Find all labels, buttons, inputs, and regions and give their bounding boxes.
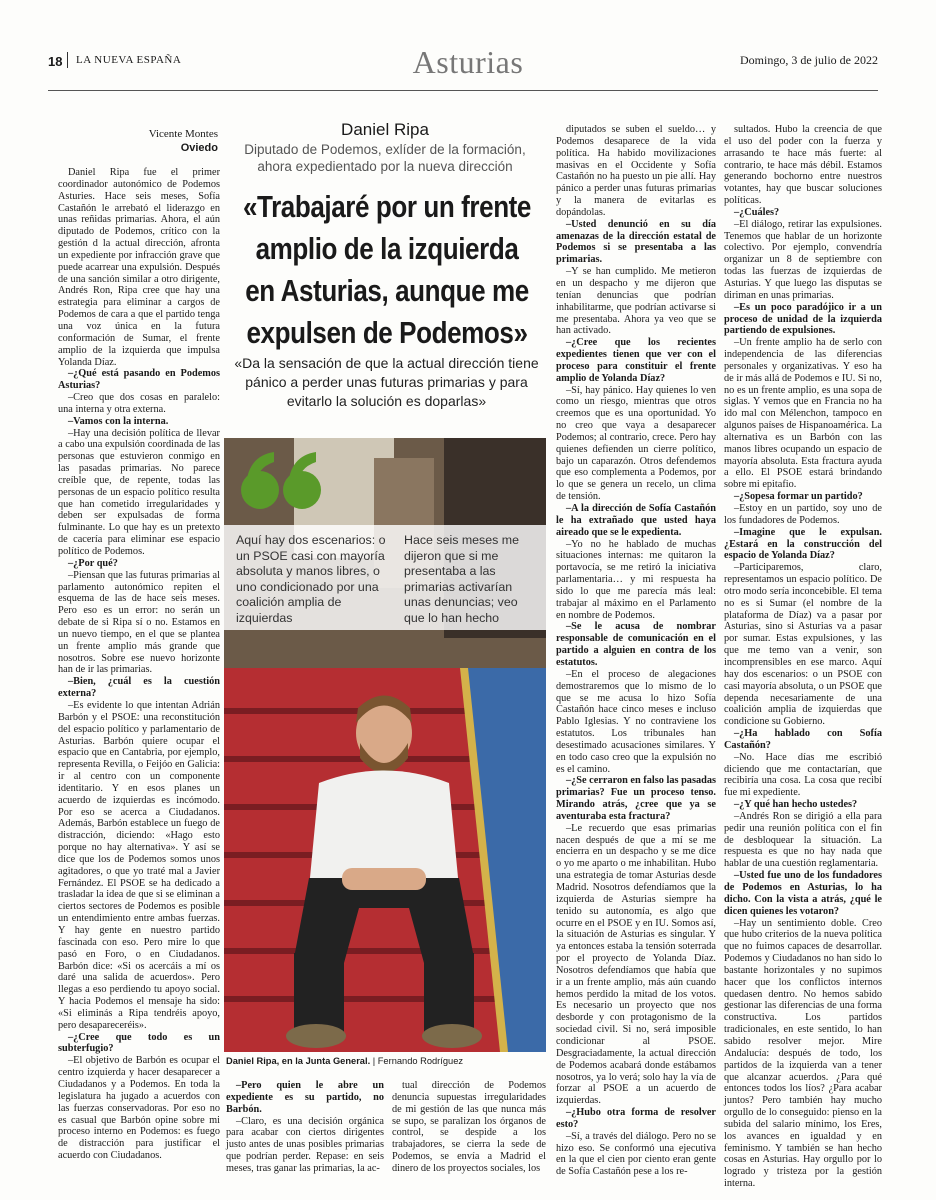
interview-question: –¿Sopesa formar un partido? [734,491,863,503]
subheadline: «Da la sensación de que la actual dirección tiene pánico a perder unas futuras primarias y para evitarlo la solución es doparlas» [234,355,539,409]
interview-question: –Vamos con la interna. [68,415,169,427]
article-paragraph: –Yo no he hablado de muchas situaciones internas: me quitaron la portavocía, se me retiró la iniciativa parlamentaria… y mi respuesta ha sido lo que me parecía más leal: trabajar al máximo en el Parlamento en nombre de Podemos. [556,538,716,621]
quotation-mark-icon [238,446,328,516]
article-paragraph: –Un frente amplio ha de serlo con independencia de las diferencias personales y organizativas. Y eso ha de ir más allá de Podemos e IU. Si no, no es un frente amplio, es una sopa de siglas. Y vemos que en Francia no ha ido mal con Mélenchon, tampoco en algunos países de Hispanoamérica. La alternativa es un Barbón con las manos libres ocupando un espacio de mayoría absoluta. Esta fractura ayuda a ello. El PSOE estará brindando sobre mi epitafio. [724,337,882,491]
pull-quote-box [224,525,546,630]
article-paragraph: –Hay una decisión política de llevar a cabo una expulsión coordinada de las personas que estuvieron conmigo en las pasadas primarias. No parece creíble que, de repente, todas las personas de un espacio político resulta que han cometido irregularidades y deben ser expulsadas de forma fulminante. Lo que hay es un pretexto de cacería para eliminar ese espacio político de Podemos. [58,427,220,557]
interview-question: –A la dirección de Sofía Castañón le ha extrañado que usted haya aireado que se le expedienta. [556,503,716,538]
article-column-3-bottom [392,1080,546,1180]
headline: «Trabajaré por un frente amplio de la izquierda en Asturias, aunque me expulsen de Podemos» [242,189,532,350]
interview-question: –Imagine que le expulsan. ¿Estará en la construcción del espacio de Yolanda Díaz? [724,526,882,562]
caption-text: Daniel Ripa, en la Junta General. [226,1056,371,1066]
article-paragraph: –Le recuerdo que esas primarias nacen después de que a mí se me encierra en un despacho y se me dice o yo me aparto o me inhabilitan. Hubo una estrategia de tomar Asturias desde Madrid. Nosotros defendíamos que la izquierda de Asturias siempre ha tenido su autonomía, es algo que ocurre en el PSOE y en IU. Somos así, la situación de Asturias es singular. Y ya entonces estaba la tensión soterrada por el proyecto de Yolanda Díaz. Nosotros defendíamos que había que ir a un frente amplio, más aún cuando hemos perdido la mitad de los votos. Es necesario un proyecto que nos desborde y con protagonismo de la sociedad civil. Si no, será imposible condicionar al PSOE. Desgraciadamente, la actual dirección de Podemos acabará donde estábamos nosotros, ya lo verá; solo hay la vía de forzar al PSOE a un acuerdo de izquierdas. [556,822,716,1107]
article-paragraph: sultados. Hubo la creencia de que el uso del poder con la fuerza y arrasando te hace más fuerte: al contrario, te hace más débil. Estamos generando bochorno entre nuestros votantes, hay que buscar soluciones políticas. [724,124,882,207]
dateline-place: Oviedo [180,142,218,154]
article-paragraph: –Sí, hay pánico. Hay quienes lo ven como un riesgo, mientras que otros creemos que es una oportunidad. Yo no creo que vaya a desaparecer Podemos; al contrario, crece. Pero hay quienes defienden un cierre político, bajo un caparazón. Otros defendemos que eso complementa a Podemos, por lo que se genera un recelo, un clima de tensión. [556,384,716,503]
author-name: Vicente Montes [148,128,218,140]
interview-question: –¿Qué está pasando en Podemos Asturias? [58,368,220,392]
article-paragraph: –Participaremos, claro, representamos un espacio político. De otro modo sería inconcebible. El tema no es si Sumar (el nombre de la plataforma de Díaz) va a pasar por Asturias, sino si Asturias va a pasar por sumar. Estas expulsiones, y las que me temo van a venir, son incomprensibles en ese marco. Aquí hay dos escenarios: o un PSOE con casi mayoría absoluta, o un PSOE que dependa necesariamente de una coalición amplia de izquierdas que condicione su Gobierno. [724,562,882,728]
article-paragraph: –Andrés Ron se dirigió a ella para pedir una reunión política con el fin de desbloquear la situación. La respuesta es que no hay nada que hablar de una cuestión reglamentaria. [724,810,882,870]
issue-date: Domingo, 3 de julio de 2022 [740,53,878,67]
interview-question: –¿Se cerraron en falso las pasadas primarias? Fue un proceso tenso. Mirando atrás, ¿cree que ya se aventuraba esta fractura? [556,775,716,822]
article-paragraph: –Y se han cumplido. Me metieron en un despacho y me dijeron que tenían denuncias que podrían inhabilitarme, que podrían activarse si me presentaba. Ahora ya veo que se han activado. [556,266,716,337]
interview-question: –Usted fue uno de los fundadores de Podemos en Asturias, lo ha dicho. Con la vista a atrás, ¿qué le dicen quienes les votaron? [724,870,882,917]
photo-credit: | Fernando Rodríguez [372,1056,464,1066]
interview-question: –¿Cree que los recientes expedientes tienen que ver con el proceso para constituir el frente amplio de Yolanda Díaz? [556,337,716,384]
page-number: 18 [48,54,63,69]
article-paragraph: –Creo que dos cosas en paralelo: una interna y otra externa. [58,392,220,415]
article-paragraph: –Estoy en un partido, soy uno de los fundadores de Podemos. [724,503,882,526]
article-paragraph: –Sí, a través del diálogo. Pero no se hizo eso. Se conformó una ejecutiva en la que el cien por ciento eran gente de Sofía Castañón pese a los re- [556,1130,716,1178]
article-paragraph: –El objetivo de Barbón es ocupar el centro izquierda y hacer desaparecer a Ciudadanos y a Podemos. En toda la legislatura ha jugado a acuerdos con las fuerzas conservadoras. Por eso no es casual que Barbón opine sobre mi proceso interno en Podemos: es fuego de distracción para justificar el acuerdo con Ciudadanos. [58,1055,220,1162]
interview-question: –¿Cree que todo es un subterfugio? [58,1031,220,1055]
article-column-5 [724,124,882,1190]
article-paragraph: –Hay un sentimiento doble. Creo que hubo criterios de la nueva política que no fuimos capaces de desarrollar. Podemos y Ciudadanos no han sido lo bastante horizontales y no supimos hacer que los conflictos internos quedasen dentro. No hemos sabido gestionar las diferencias de una forma constructiva. Los partidos tradicionales, en este sentido, lo han sabido resolver mejor. Mire Andalucía: después de todo, los partidos de la izquierda van a tener que alcanzar acuerdos. ¿Para qué entonces todos los líos? ¿Para acabar juntos? Pero también hay mucho orgullo de lo conseguido: pienso en la subida del salario mínimo, los Eres, los avances en igualdad y en feminismo. Y también se han hecho cosas en Asturias. Hay orgullo por lo logrado y tristeza por la gestión interna. [724,917,882,1190]
article-paragraph: –El diálogo, retirar las expulsiones. Tenemos que hablar de un horizonte colectivo. Por ejemplo, convendría organizar un 8 de septiembre con todas las fuerzas de izquierdas de Asturias. Y que luego las disputas se diriman en unas primarias. [724,218,882,301]
interview-question: –¿Y qué han hecho ustedes? [734,799,858,811]
subject-name: Daniel Ripa [341,120,429,139]
interview-question: –¿Ha hablado con Sofía Castañón? [724,728,882,751]
header-rule [48,90,878,91]
pull-quote-2: Hace seis meses me dijeron que si me presentaba a las primarias activarían unas denuncias; veo que lo han hecho [404,533,519,625]
newspaper-name: LA NUEVA ESPAÑA [76,54,182,66]
interview-question: –Usted denunció en su día amenazas de la dirección estatal de Podemos si se presentaba a las primarias. [556,218,716,266]
article-paragraph: –Piensan que las futuras primarias al parlamento autonómico repiten el esquema de las de hace seis meses. Pero eso es un error: no serán un debate de si Ripa sí o no. Estamos en un nuevo tiempo, en el que se plantea un frente amplio más grande que nosotros. Sobre ese nuevo horizonte han de ir las primarias. [58,569,220,676]
subject-role: Diputado de Podemos, exlíder de la formación, ahora expedientado por la nueva dirección [244,142,526,174]
article-paragraph: –Es evidente lo que intentan Adrián Barbón y el PSOE: una reconstitución del espacio político y parlamentario de Asturias. Barbón quiere ocupar el espacio que en Cantabria, por ejemplo, representa Revilla, o Feijóo en Galicia: ir al centro con un componente identitario. Y en esos planes un acuerdo de izquierdas es incómodo. Por eso se acerca a Ciudadanos. Además, Barbón establece un fuego de distracción, diciendo: «Hago esto porque no hay alternativa». Y así se dice que los de Podemos somos unos agitadores, o que yo traté mal a Javier Fernández. El PSOE se ha dedicado a trasladar la idea de que si se eliminan a ciertos sectores de Podemos es posible un entendimiento entre ambas fuerzas. Y hay gente en nuestro partido fascinada con eso. Pero mire lo que pasó en Foro, o en Ciudadanos. Barbón dice: «Si os acercáis a mí os daré una salida de acuerdos». Pero llegas a eso perdiendo tu apoyo social. Y hacia Podemos el mensaje ha sido: «Si eliminás a Ripa tendréis apoyo, pero desapareceréis». [58,699,220,1031]
article-paragraph: tual dirección de Podemos denuncia supuestas irregularidades de mi gestión de las que nunca más se supo, se paralizan los órganos de control, se despide a los trabajadores, se cierra la sede de Podemos, se envía a Madrid el dinero de los proyectos sociales, los [392,1080,546,1174]
article-paragraph: diputados se suben el sueldo… y Podemos desaparece de la vida política. Ha habido movilizaciones masivas en el Occidente y Sofía Castañón no ha puesto un pie allí. Hay pánico a perder unas futuras primarias y la manera de evitarlas es dopándolas. [556,124,716,218]
article-paragraph: –No. Hace días me escribió diciendo que me contactarían, que recibiría una cosa. La cosa que recibí fue mi expediente. [724,751,882,799]
article-paragraph: –Claro, es una decisión orgánica para acabar con ciertos dirigentes justo antes de unas posibles primarias que podrían perder. Repase: en seis meses, tras ganar las primarias, la ac- [226,1115,384,1174]
interview-question: –Pero quien le abre un expediente es su partido, no Barbón. [226,1080,384,1115]
interview-question: –¿Hubo otra forma de resolver esto? [556,1107,716,1130]
article-column-2-bottom [226,1080,384,1180]
article-paragraph: Daniel Ripa fue el primer coordinador autonómico de Podemos Asturies. Hace seis meses, Sofía Castañón le arrebató el liderazgo en unas reñidas primarias. Ahora, el aún diputado de Podemos, crítico con la gestión d la actual dirección, afronta un expediente por infracción grave que puede acarrear una expulsión. Después de una sanción similar a otro dirigente, Andrés Ron, Ripa cree que hay una estrategia para eliminar a cargos de Podemos de cara a que el partido tenga una voz única en la futura conformación de Sumar, el frente amplio de la izquierda que impulsa Yolanda Díaz. [58,167,220,368]
article-column-1 [58,167,220,1182]
section-title: Asturias [412,44,524,80]
photo-caption [226,1056,546,1066]
article-column-4 [556,124,716,1182]
page-header [0,0,936,92]
article-paragraph: –En el proceso de alegaciones demostraremos que lo mismo de lo que se me acusa lo hizo Sofía Castañón hace cinco meses e incluso Pablo Iglesias. Y no contraviene los estatutos. Los tribunales han desestimado acusaciones similares. Y en todo caso creo que la expulsión no es el camino. [556,668,716,775]
interview-question: –¿Cuáles? [734,206,780,218]
pull-quote-1: Aquí hay dos escenarios: o un PSOE casi con mayoría absoluta y manos libres, o uno condicionado por una coalición amplia de izquierdas [236,533,386,625]
interview-question: –Es un poco paradójico ir a un proceso de unidad de la izquierda partiendo de expulsiones. [724,301,882,337]
interview-question: –Bien, ¿cuál es la cuestión externa? [58,676,220,700]
byline [58,127,218,155]
interview-question: –¿Por qué? [68,557,118,569]
interview-question: –Se le acusa de nombrar responsable de comunicación en el partido a alguien en contra de los estatutos. [556,621,716,668]
